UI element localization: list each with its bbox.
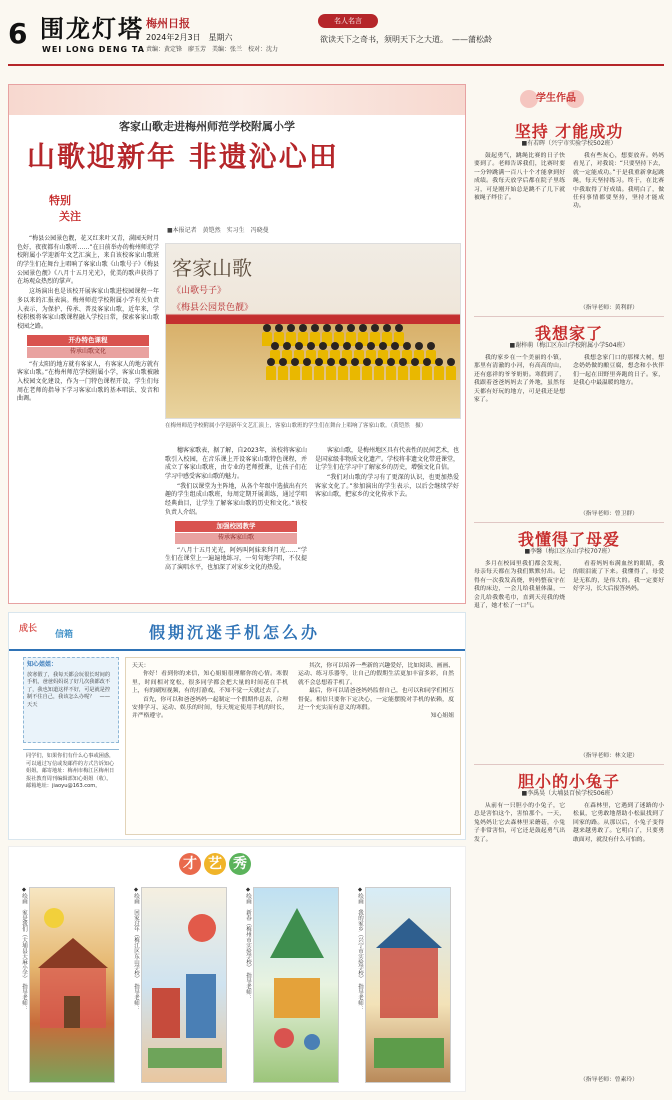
head — [311, 324, 319, 332]
head — [275, 324, 283, 332]
subhead: 传承客家山歌 — [175, 533, 297, 544]
head — [335, 324, 343, 332]
head — [383, 324, 391, 332]
teacher-credit: （指导老师：林文建） — [580, 753, 638, 759]
stage-banner-song-1: 《山歌号子》 — [172, 286, 227, 296]
paragraph: 客家山歌，是梅州地区具有代表性的民间艺术，也是国家级非物质文化遗产。学校将非遗文化带进课堂，让学生们在学习中了解家乡的历史，增强文化自信。 — [315, 447, 460, 472]
stage-banner-song-2: 《梅县公园景色靓》 — [172, 303, 254, 314]
head — [355, 342, 363, 350]
column-title: 围龙灯塔 — [40, 15, 144, 43]
head — [307, 342, 315, 350]
teacher-credit: （指导老师：曾素玲） — [580, 1077, 638, 1083]
issue-date: 2024年2月3日 星期六 — [146, 33, 233, 42]
feature-photo — [165, 243, 461, 419]
photo-caption: 在梅州师范学校附属小学迎新年文艺汇演上，客家山歌班的学生们在舞台上唱响了客家山歌。（黄铠然 摄） — [165, 423, 427, 429]
choir-member — [398, 358, 408, 380]
body — [410, 366, 420, 380]
paragraph: “我们对山歌的学习有了更深的认识，也更加热爱客家文化了。”参加演出的学生表示，以后会继续学好客家山歌，把家乡的文化传承下去。 — [315, 474, 459, 499]
head — [343, 342, 351, 350]
paragraph: 鼓起勇气，跳绳比赛的日子快要到了。老师告诉我们，比赛时要一分钟跳满一百八十个才能拿到好成绩。我每天放学后都在院子里练习，可是刚开始总是跳不了几下就被绳子绊住了。 — [474, 153, 565, 201]
head — [319, 342, 327, 350]
header-divider — [8, 64, 664, 66]
article-author: ■李馨（梅江区东山学校707班） — [524, 548, 614, 555]
artwork-caption: ◆绘画 回家过年（梅江区东山学校） 指导老师： — [133, 887, 139, 1012]
head — [291, 358, 299, 366]
artwork-image — [141, 887, 227, 1083]
body — [314, 366, 324, 380]
paragraph: “有太阳的地方就有客家人，有客家人的地方就有客家山歌。”在梅州师范学校附属小学，客家山歌被融入校园文化建设，作为一门特色课程开设，学生们每周在老师的指导下学习客家山歌的基本唱法、发音和曲调。 — [17, 360, 159, 403]
head — [395, 324, 403, 332]
teacher-credit: （指导老师：黄利群） — [580, 305, 638, 311]
art-show-title — [179, 853, 254, 875]
article-title: 胆小的小兔子 — [517, 772, 620, 791]
choir-member — [302, 358, 312, 380]
motto-quote: 欲读天下之奇书，须明天下之大道。 ——蒲松龄 — [320, 35, 492, 44]
head — [263, 324, 271, 332]
body — [422, 366, 432, 380]
section-divider — [474, 316, 664, 317]
choir-member — [266, 358, 276, 380]
artwork-caption: ◆绘画 我的家乡（兴宁市实验学校） 指导老师： — [357, 887, 363, 1012]
art-title-char: 秀 — [229, 853, 251, 875]
article-body — [474, 560, 664, 750]
head — [415, 342, 423, 350]
submission-tip: 同学们，如果你们有什么心事或困惑，可以通过写信或发邮件的方式告诉知心姐姐。邮寄地址：梅州市梅江区梅州日报社教育周刊编辑部知心姐姐（收）。邮箱地址：jiaoyu@163.com。 — [23, 749, 119, 835]
subhead: 传承山歌文化 — [27, 347, 149, 358]
paragraph: 穗客家歌表，据了解，自2023年，该校将客家山歌引入校园，在音乐课上开设客家山歌特色课程，并成立了客家山歌班，由专业的老师授课，让孩子们在学习中感受客家山歌的魅力。 — [165, 447, 307, 481]
choir-member — [362, 358, 372, 380]
head — [295, 342, 303, 350]
paragraph: 我想念家门口的那棵大树，想念奶奶做的酿豆腐，想念和小伙伴们一起在田野里奔跑的日子。家，是我心中最温暖的地方。 — [573, 355, 664, 387]
feature-column-2 — [165, 447, 307, 574]
student-works-logo — [520, 86, 590, 114]
article-title: 我懂得了母爱 — [517, 530, 620, 549]
body — [326, 366, 336, 380]
choir-member — [386, 358, 396, 380]
subhead: 加强校园教学 — [175, 521, 297, 532]
choir-member — [350, 358, 360, 380]
feature-article — [8, 84, 466, 604]
head — [391, 342, 399, 350]
article-body — [474, 354, 664, 504]
choir-member — [278, 358, 288, 380]
body — [266, 366, 276, 380]
body — [386, 366, 396, 380]
reader-letter-title: 知心姐姐： — [27, 661, 58, 668]
editors-line: 责编：黄定锋 廖玉芳 美编：张兰 校对：沈力 — [146, 46, 279, 53]
growth-title: 假期沉迷手机怎么办 — [149, 623, 321, 642]
artwork-item — [127, 887, 235, 1087]
head — [347, 324, 355, 332]
choir-member — [326, 358, 336, 380]
head — [359, 324, 367, 332]
stage-banner-title: 客家山歌 — [172, 256, 252, 280]
head — [283, 342, 291, 350]
head — [367, 342, 375, 350]
paragraph: 我的家乡在一个美丽的小镇，那里有清澈的小河，有高高的山，还有慈祥的爷爷奶奶。寒假到了，我跟着爸爸妈妈去了外地，虽然每天都有好玩的地方，可是我还是想家了。 — [474, 355, 565, 403]
head — [339, 358, 347, 366]
article-title: 我想家了 — [534, 324, 603, 343]
signature: 知心姐姐 — [430, 713, 454, 720]
body — [374, 366, 384, 380]
growth-logo-word-1: 成长 — [19, 624, 38, 634]
paragraph: 其次，你可以培养一些新的兴趣爱好，比如阅读、画画、运动、练习乐器等，让自己的假期生活更加丰富多彩，自然就不会总想着手机了。 — [298, 663, 454, 686]
paragraph: 首先，你可以和爸爸妈妈一起制定一个假期作息表，合理安排学习、运动、娱乐的时间，每天规定使用手机的时长，并严格遵守。 — [132, 696, 288, 720]
paragraph: 从前有一只胆小的小兔子，它总是害怕这个，害怕那个。一天，兔妈妈让它去森林里采蘑菇，小兔子非常害怕，可它还是鼓起勇气出发了。 — [474, 803, 565, 843]
stage-banner — [172, 254, 352, 324]
choir-member — [290, 358, 300, 380]
art-title-char: 才 — [179, 853, 201, 875]
art-title-char: 艺 — [204, 853, 226, 875]
artwork-image — [29, 887, 115, 1083]
choir-member — [434, 358, 444, 380]
body — [350, 366, 360, 380]
article-title: 坚持 才能成功 — [514, 122, 624, 141]
head — [279, 358, 287, 366]
paragraph: 我有些灰心，想要放弃。妈妈看见了，对我说：“只要坚持下去，就一定能成功。”于是我重新拿起跳绳，每天坚持练习。终于，在比赛中我取得了好成绩。我明白了，做任何事情都要坚持，坚持才能成功。 — [573, 153, 664, 210]
paragraph: 天天： — [132, 663, 150, 669]
head — [303, 358, 311, 366]
body — [338, 366, 348, 380]
badge-line-1: 特别 — [49, 194, 71, 207]
feature-byline: ■本报记者 黄铠然 实习生 冯晓曼 — [167, 227, 269, 234]
growth-divider — [9, 649, 465, 651]
head — [447, 358, 455, 366]
head — [411, 358, 419, 366]
head — [287, 324, 295, 332]
head — [375, 358, 383, 366]
paragraph: 看着妈妈布满血丝的眼睛，我的眼泪流了下来。我懂得了，母爱是无私的，是伟大的。我一定要好好学习，长大后报答妈妈。 — [573, 561, 664, 593]
artwork-caption: ◆绘画 新春（梅州市实验学校） 指导老师： — [245, 887, 251, 1001]
column-pinyin: WEI LONG DENG TA — [42, 45, 145, 54]
head — [331, 342, 339, 350]
head — [323, 324, 331, 332]
head — [363, 358, 371, 366]
head — [271, 342, 279, 350]
reader-letter-text: 放寒假了，我每天都会玩很长时间的手机，爸爸妈妈说了好几次我都改不了，我也知道这样不好，可是就是控制不住自己，我该怎么办呢？ ——天天 — [27, 671, 111, 708]
head — [435, 358, 443, 366]
body — [278, 366, 288, 380]
feature-top-band — [9, 85, 465, 115]
paragraph: 在森林里，它遇到了迷路的小松鼠，它勇敢地帮助小松鼠找到了回家的路。从那以后，小兔子变得越来越勇敢了。它明白了，只要勇敢面对，就没有什么可怕的。 — [573, 803, 664, 843]
head — [315, 358, 323, 366]
head — [267, 358, 275, 366]
body — [398, 366, 408, 380]
growth-logo — [19, 619, 129, 645]
quote-seal: 名人名言 — [318, 14, 378, 28]
choir-member — [338, 358, 348, 380]
page-number: 6 — [8, 17, 28, 50]
reply-letter — [125, 657, 461, 835]
artwork-item — [239, 887, 347, 1087]
artwork-drawing — [254, 888, 339, 1083]
feature-column-3 — [315, 447, 459, 501]
head — [423, 358, 431, 366]
growth-mailbox-section — [8, 612, 466, 840]
paragraph: “我们以课堂为主阵地，从各个年级中选拔出有兴趣的学生组成山歌班，每周定期开展训练，通过学唱经典曲目，让学生了解客家山歌的历史和文化。”该校负责人介绍。 — [165, 482, 307, 516]
head — [327, 358, 335, 366]
special-focus-badge — [49, 193, 99, 227]
body — [290, 366, 300, 380]
head — [399, 358, 407, 366]
article-author: ■有若晖（兴宁市实验学校502班） — [521, 140, 617, 147]
choir-member — [314, 358, 324, 380]
choir-member — [410, 358, 420, 380]
feature-headline: 山歌迎新年 非遗沁心田 — [27, 140, 339, 173]
teacher-credit: （指导老师：曾卫群） — [580, 511, 638, 517]
reader-letter-box — [23, 657, 119, 743]
paper-logo: 梅州日报 — [146, 17, 190, 30]
choir-member — [374, 358, 384, 380]
artwork-caption: ◆绘画 家是我们（大埔县大麻小学） 指导老师： — [21, 887, 27, 1012]
feature-column-1 — [17, 235, 159, 405]
paragraph: 这场演出也是该校开展客家山歌进校园课程一年多以来的汇报表演。梅州师范学校附属小学有关负责人表示，为保护、传承、普及客家山歌，近年来，学校积极将客家山歌课程融入学校日常，探索客家山歌校园之路。 — [17, 288, 159, 330]
artwork-drawing — [142, 888, 227, 1083]
page-header — [8, 8, 664, 68]
head — [371, 324, 379, 332]
artwork-image — [253, 887, 339, 1083]
body — [302, 366, 312, 380]
paragraph: “梅县公园景色靓，花又红来叶又青，满园天时月色好，夜夜都有山歌听……”在日前举办的梅州师范学校附属小学迎新年文艺汇演上，来自该校客家山歌班的学生们在舞台上唱响了客家山歌《山歌号子》《梅县公园景色靓》《八月十五月光光》，优美的歌声获得了在场观众热烈的掌声。 — [17, 235, 159, 286]
article-body — [474, 802, 664, 1072]
body — [362, 366, 372, 380]
artwork-image — [365, 887, 451, 1083]
section-divider — [474, 522, 664, 523]
article-author: ■谢梓萌（梅江区东山学校附属小学504班） — [509, 342, 629, 349]
head — [299, 324, 307, 332]
artwork-drawing — [30, 888, 115, 1083]
subhead: 开办特色课程 — [27, 335, 149, 346]
logo-text: 学生作品 — [536, 93, 576, 104]
growth-logo-word-2: 信箱 — [55, 630, 74, 640]
body — [434, 366, 444, 380]
art-show-section — [8, 846, 466, 1092]
head — [351, 358, 359, 366]
artwork-drawing — [366, 888, 451, 1083]
section-divider — [474, 764, 664, 765]
paragraph: 最后，你可以请爸爸妈妈监督自己，也可以和同学们相互督促。相信只要你下定决心，一定能摆脱对手机的依赖，度过一个充实而有意义的寒假。 — [298, 688, 454, 711]
paragraph: 你好！看到你的来信，知心姐姐很理解你的心情。寒假里，时间相对宽松，很多同学都会把大量的时间花在手机上，有的刷短视频，有的打游戏，不知不觉一天就过去了。 — [132, 671, 288, 695]
artwork-item — [351, 887, 459, 1087]
head — [403, 342, 411, 350]
choir-member — [422, 358, 432, 380]
paragraph: “八月十五月光光，阿妈叫阿妹来拜月光……”学生们在课堂上一遍遍地练习，一句句地学唱，不仅提高了演唱水平，也加深了对家乡文化的热爱。 — [165, 546, 307, 571]
head — [427, 342, 435, 350]
head — [379, 342, 387, 350]
artwork-item — [15, 887, 123, 1087]
feature-kicker: 客家山歌走进梅州师范学校附属小学 — [119, 120, 295, 133]
badge-line-2: 关注 — [59, 209, 81, 223]
paragraph: 多月在校园里我们都会发现，母亲每天都在为我们默默付出。记得有一次我发高烧，妈妈整夜守在我的床边，一会儿给我量体温，一会儿给我敷毛巾，直到天亮我的烧退了，她才松了一口气。 — [474, 561, 565, 609]
choir-member — [446, 358, 456, 380]
body — [446, 366, 456, 380]
article-author: ■李禹昊（大埔县百侯学校506班） — [521, 790, 617, 797]
article-body — [474, 152, 664, 302]
head — [387, 358, 395, 366]
